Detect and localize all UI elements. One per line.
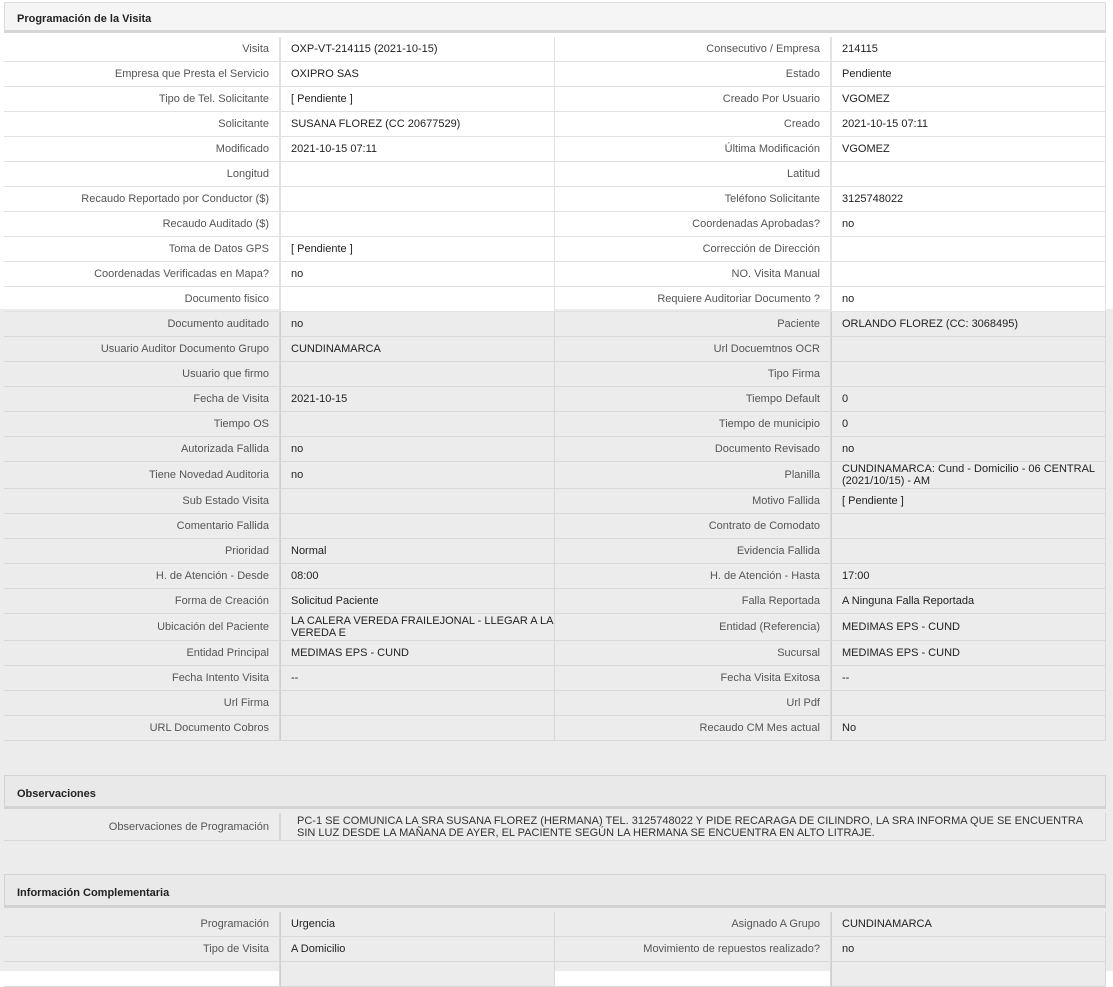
field-label: Prioridad — [4, 539, 280, 564]
field-value: Solicitud Paciente — [280, 589, 555, 614]
field-label: Visita — [4, 37, 280, 62]
field-label: Requiere Auditoriar Documento ? — [555, 287, 831, 312]
field-value — [831, 162, 1106, 187]
table-row — [4, 912, 1106, 937]
field-value: CUNDINAMARCA — [280, 337, 555, 362]
field-value: 2021-10-15 07:11 — [280, 137, 555, 162]
field-label: Motivo Fallida — [555, 489, 831, 514]
table-row — [4, 514, 1106, 539]
field-label: Tipo de Tel. Solicitante — [4, 87, 280, 112]
field-value — [280, 412, 555, 437]
table-row — [4, 666, 1106, 691]
section-header-programacion — [4, 2, 1106, 33]
field-value — [280, 489, 555, 514]
field-label: Fecha Intento Visita — [4, 666, 280, 691]
table-row — [4, 614, 1106, 641]
field-value: MEDIMAS EPS - CUND — [831, 614, 1106, 641]
table-row — [4, 362, 1106, 387]
field-label: Tiempo de municipio — [555, 412, 831, 437]
field-value — [280, 691, 555, 716]
field-value: ORLANDO FLOREZ (CC: 3068495) — [831, 312, 1106, 337]
field-label: Corrección de Dirección — [555, 237, 831, 262]
field-value — [280, 362, 555, 387]
field-label: Creado — [555, 112, 831, 137]
field-label: Contrato de Comodato — [555, 514, 831, 539]
field-label: Sucursal — [555, 641, 831, 666]
field-value — [831, 362, 1106, 387]
field-value: 2021-10-15 07:11 — [831, 112, 1106, 137]
field-label: Entidad (Referencia) — [555, 614, 831, 641]
field-value — [831, 962, 1106, 987]
field-label: Empresa que Presta el Servicio — [4, 62, 280, 87]
table-row — [4, 387, 1106, 412]
field-value: Urgencia — [280, 912, 555, 937]
field-label: Documento fisico — [4, 287, 280, 312]
field-label — [555, 962, 831, 987]
field-value: no — [280, 437, 555, 462]
field-label: Evidencia Fallida — [555, 539, 831, 564]
table-row — [4, 287, 1106, 312]
table-row — [4, 691, 1106, 716]
field-value: VGOMEZ — [831, 137, 1106, 162]
field-value: A Domicilio — [280, 937, 555, 962]
field-label: H. de Atención - Hasta — [555, 564, 831, 589]
field-label: Recaudo Reportado por Conductor ($) — [4, 187, 280, 212]
field-label: Entidad Principal — [4, 641, 280, 666]
field-value: no — [831, 287, 1106, 312]
field-value: MEDIMAS EPS - CUND — [280, 641, 555, 666]
observaciones-rows — [4, 813, 1106, 841]
field-label: Fecha Visita Exitosa — [555, 666, 831, 691]
field-label: Toma de Datos GPS — [4, 237, 280, 262]
field-value: [ Pendiente ] — [280, 237, 555, 262]
field-value: -- — [831, 666, 1106, 691]
field-value: 0 — [831, 387, 1106, 412]
table-row — [4, 412, 1106, 437]
section-header-complementaria — [4, 874, 1106, 908]
field-value: Normal — [280, 539, 555, 564]
field-label: Url Firma — [4, 691, 280, 716]
field-value: 0 — [831, 412, 1106, 437]
field-label: URL Documento Cobros — [4, 716, 280, 741]
field-label: Coordenadas Verificadas en Mapa? — [4, 262, 280, 287]
field-label: Tipo de Visita — [4, 937, 280, 962]
field-label: Documento Revisado — [555, 437, 831, 462]
field-label: Forma de Creación — [4, 589, 280, 614]
field-value: no — [831, 212, 1106, 237]
table-row — [4, 187, 1106, 212]
field-label: Tipo Firma — [555, 362, 831, 387]
field-label: Movimiento de repuestos realizado? — [555, 937, 831, 962]
field-label: Documento auditado — [4, 312, 280, 337]
field-value: no — [831, 437, 1106, 462]
field-value: LA CALERA VEREDA FRAILEJONAL - LLEGAR A LA VEREDA E — [280, 614, 555, 641]
field-value — [280, 187, 555, 212]
field-label — [4, 962, 280, 987]
table-row — [4, 162, 1106, 187]
field-label: Coordenadas Aprobadas? — [555, 212, 831, 237]
field-value — [831, 262, 1106, 287]
field-value: OXP-VT-214115 (2021-10-15) — [280, 37, 555, 62]
field-label: Ubicación del Paciente — [4, 614, 280, 641]
field-label: Programación — [4, 912, 280, 937]
field-value — [280, 162, 555, 187]
table-row — [4, 87, 1106, 112]
field-value — [831, 337, 1106, 362]
table-row — [4, 137, 1106, 162]
field-value: [ Pendiente ] — [831, 489, 1106, 514]
table-row — [4, 212, 1106, 237]
field-value: MEDIMAS EPS - CUND — [831, 641, 1106, 666]
field-label: Usuario que firmo — [4, 362, 280, 387]
observaciones-label: Observaciones de Programación — [4, 813, 280, 841]
table-row — [4, 937, 1106, 962]
field-label: Asignado A Grupo — [555, 912, 831, 937]
field-label: Paciente — [555, 312, 831, 337]
field-value — [280, 716, 555, 741]
field-label: Url Docuemtnos OCR — [555, 337, 831, 362]
table-row — [4, 337, 1106, 362]
field-label: Tiene Novedad Auditoria — [4, 462, 280, 489]
field-label: Autorizada Fallida — [4, 437, 280, 462]
table-row — [4, 462, 1106, 489]
field-value — [280, 287, 555, 312]
field-label: Tiempo Default — [555, 387, 831, 412]
field-value: VGOMEZ — [831, 87, 1106, 112]
table-row — [4, 312, 1106, 337]
field-label: Teléfono Solicitante — [555, 187, 831, 212]
field-value — [831, 691, 1106, 716]
field-label: Fecha de Visita — [4, 387, 280, 412]
field-value — [831, 514, 1106, 539]
table-row — [4, 564, 1106, 589]
field-label: Recaudo CM Mes actual — [555, 716, 831, 741]
field-value: [ Pendiente ] — [280, 87, 555, 112]
field-value: 214115 — [831, 37, 1106, 62]
field-value — [280, 514, 555, 539]
field-label: Planilla — [555, 462, 831, 489]
programacion-grey-rows — [4, 312, 1106, 741]
field-value: OXIPRO SAS — [280, 62, 555, 87]
field-label: Consecutivo / Empresa — [555, 37, 831, 62]
field-value — [280, 962, 555, 987]
field-value: no — [280, 262, 555, 287]
field-value: no — [831, 937, 1106, 962]
observaciones-value: PC-1 SE COMUNICA LA SRA SUSANA FLOREZ (HERMANA) TEL. 3125748022 Y PIDE RECARAGA DE CILINDRO, LA SRA INFORMA QUE SE ENCUENTRA SIN LUZ DESDE LA MAÑANA DE AYER, EL PACIENTE SEGÚN LA HERMANA SE ENCUENTRA EN ALTO LITRAJE. — [280, 813, 1106, 841]
field-value: 3125748022 — [831, 187, 1106, 212]
field-value: no — [280, 312, 555, 337]
field-value: no — [280, 462, 555, 489]
table-row — [4, 539, 1106, 564]
field-value: SUSANA FLOREZ (CC 20677529) — [280, 112, 555, 137]
field-label: Url Pdf — [555, 691, 831, 716]
section-title: Observaciones — [17, 788, 96, 800]
programacion-white-rows — [4, 37, 1106, 312]
field-label: Creado Por Usuario — [555, 87, 831, 112]
section-title: Programación de la Visita — [17, 13, 152, 25]
table-row — [4, 589, 1106, 614]
table-row — [4, 437, 1106, 462]
table-row — [4, 489, 1106, 514]
field-label: H. de Atención - Desde — [4, 564, 280, 589]
field-label: Sub Estado Visita — [4, 489, 280, 514]
field-value: CUNDINAMARCA: Cund - Domicilio - 06 CENTRAL (2021/10/15) - AM — [831, 462, 1106, 489]
section-title: Información Complementaria — [17, 887, 170, 899]
table-row — [4, 112, 1106, 137]
field-value — [831, 237, 1106, 262]
table-row — [4, 962, 1106, 987]
field-value: 08:00 — [280, 564, 555, 589]
field-label: Usuario Auditor Documento Grupo — [4, 337, 280, 362]
table-row — [4, 262, 1106, 287]
table-row — [4, 716, 1106, 741]
field-value: 17:00 — [831, 564, 1106, 589]
field-label: Estado — [555, 62, 831, 87]
table-row — [4, 237, 1106, 262]
field-label: Longitud — [4, 162, 280, 187]
field-label: Recaudo Auditado ($) — [4, 212, 280, 237]
observaciones-row — [4, 813, 1106, 841]
complementaria-rows — [4, 912, 1106, 987]
table-row — [4, 37, 1106, 62]
field-value: 2021-10-15 — [280, 387, 555, 412]
field-label: Tiempo OS — [4, 412, 280, 437]
table-row — [4, 62, 1106, 87]
field-label: Solicitante — [4, 112, 280, 137]
field-value: -- — [280, 666, 555, 691]
field-value — [280, 212, 555, 237]
table-row — [4, 641, 1106, 666]
field-label: Modificado — [4, 137, 280, 162]
field-value: No — [831, 716, 1106, 741]
field-label: Comentario Fallida — [4, 514, 280, 539]
section-header-observaciones — [4, 775, 1106, 809]
field-label: Última Modificación — [555, 137, 831, 162]
field-label: NO. Visita Manual — [555, 262, 831, 287]
field-label: Falla Reportada — [555, 589, 831, 614]
field-value: A Ninguna Falla Reportada — [831, 589, 1106, 614]
field-value: Pendiente — [831, 62, 1106, 87]
field-value: CUNDINAMARCA — [831, 912, 1106, 937]
field-value — [831, 539, 1106, 564]
field-label: Latitud — [555, 162, 831, 187]
